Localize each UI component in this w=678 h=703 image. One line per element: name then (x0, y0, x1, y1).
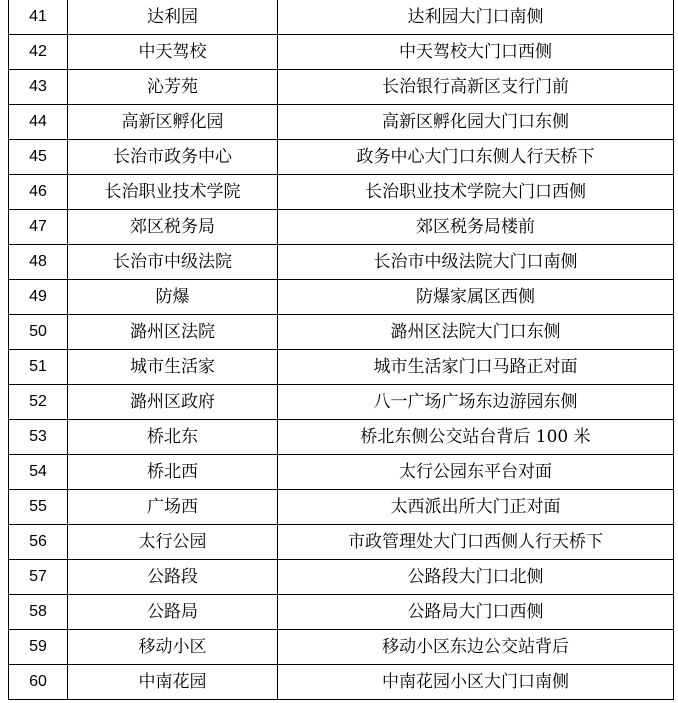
station-location: 中天驾校大门口西侧 (278, 35, 674, 70)
row-number: 46 (9, 175, 68, 210)
station-name: 广场西 (68, 490, 278, 525)
stations-table (8, 0, 674, 700)
station-location: 桥北东侧公交站台背后 100 米 (278, 420, 674, 455)
table-row (9, 35, 674, 70)
table-row (9, 490, 674, 525)
row-number: 49 (9, 280, 68, 315)
table-row (9, 455, 674, 490)
table-row (9, 70, 674, 105)
station-name: 长治职业技术学院 (68, 175, 278, 210)
station-location: 潞州区法院大门口东侧 (278, 315, 674, 350)
station-location: 长治市中级法院大门口南侧 (278, 245, 674, 280)
station-name: 长治市中级法院 (68, 245, 278, 280)
station-name: 沁芳苑 (68, 70, 278, 105)
table-row (9, 105, 674, 140)
station-location: 高新区孵化园大门口东侧 (278, 105, 674, 140)
station-location: 政务中心大门口东侧人行天桥下 (278, 140, 674, 175)
station-location: 市政管理处大门口西侧人行天桥下 (278, 525, 674, 560)
table-row (9, 280, 674, 315)
station-name: 中天驾校 (68, 35, 278, 70)
row-number: 57 (9, 560, 68, 595)
table-row (9, 630, 674, 665)
station-name: 桥北西 (68, 455, 278, 490)
row-number: 42 (9, 35, 68, 70)
row-number: 43 (9, 70, 68, 105)
table-row (9, 560, 674, 595)
station-name: 郊区税务局 (68, 210, 278, 245)
table-row (9, 175, 674, 210)
station-location: 城市生活家门口马路正对面 (278, 350, 674, 385)
station-name: 太行公园 (68, 525, 278, 560)
row-number: 51 (9, 350, 68, 385)
station-location: 公路段大门口北侧 (278, 560, 674, 595)
station-name: 高新区孵化园 (68, 105, 278, 140)
station-location: 太行公园东平台对面 (278, 455, 674, 490)
station-location: 太西派出所大门正对面 (278, 490, 674, 525)
row-number: 60 (9, 665, 68, 700)
row-number: 56 (9, 525, 68, 560)
table-row (9, 525, 674, 560)
row-number: 44 (9, 105, 68, 140)
station-name: 达利园 (68, 0, 278, 35)
station-location: 中南花园小区大门口南侧 (278, 665, 674, 700)
station-location: 防爆家属区西侧 (278, 280, 674, 315)
station-location: 公路局大门口西侧 (278, 595, 674, 630)
table-row (9, 0, 674, 35)
station-name: 公路局 (68, 595, 278, 630)
table-row (9, 315, 674, 350)
station-location: 郊区税务局楼前 (278, 210, 674, 245)
station-name: 防爆 (68, 280, 278, 315)
table-row (9, 420, 674, 455)
row-number: 54 (9, 455, 68, 490)
station-location: 长治职业技术学院大门口西侧 (278, 175, 674, 210)
row-number: 47 (9, 210, 68, 245)
table-row (9, 350, 674, 385)
row-number: 48 (9, 245, 68, 280)
station-name: 城市生活家 (68, 350, 278, 385)
station-name: 移动小区 (68, 630, 278, 665)
station-location: 八一广场广场东边游园东侧 (278, 385, 674, 420)
table-row (9, 595, 674, 630)
row-number: 41 (9, 0, 68, 35)
table-row (9, 210, 674, 245)
row-number: 58 (9, 595, 68, 630)
table-row (9, 140, 674, 175)
station-name: 潞州区法院 (68, 315, 278, 350)
station-location: 长治银行高新区支行门前 (278, 70, 674, 105)
station-name: 潞州区政府 (68, 385, 278, 420)
table-row (9, 245, 674, 280)
row-number: 50 (9, 315, 68, 350)
stations-table-container (8, 0, 673, 700)
station-name: 桥北东 (68, 420, 278, 455)
row-number: 53 (9, 420, 68, 455)
row-number: 45 (9, 140, 68, 175)
station-name: 中南花园 (68, 665, 278, 700)
stations-table-body (9, 0, 674, 700)
table-row (9, 385, 674, 420)
row-number: 59 (9, 630, 68, 665)
station-location: 移动小区东边公交站背后 (278, 630, 674, 665)
station-location: 达利园大门口南侧 (278, 0, 674, 35)
station-name: 公路段 (68, 560, 278, 595)
row-number: 52 (9, 385, 68, 420)
table-row (9, 665, 674, 700)
row-number: 55 (9, 490, 68, 525)
station-name: 长治市政务中心 (68, 140, 278, 175)
